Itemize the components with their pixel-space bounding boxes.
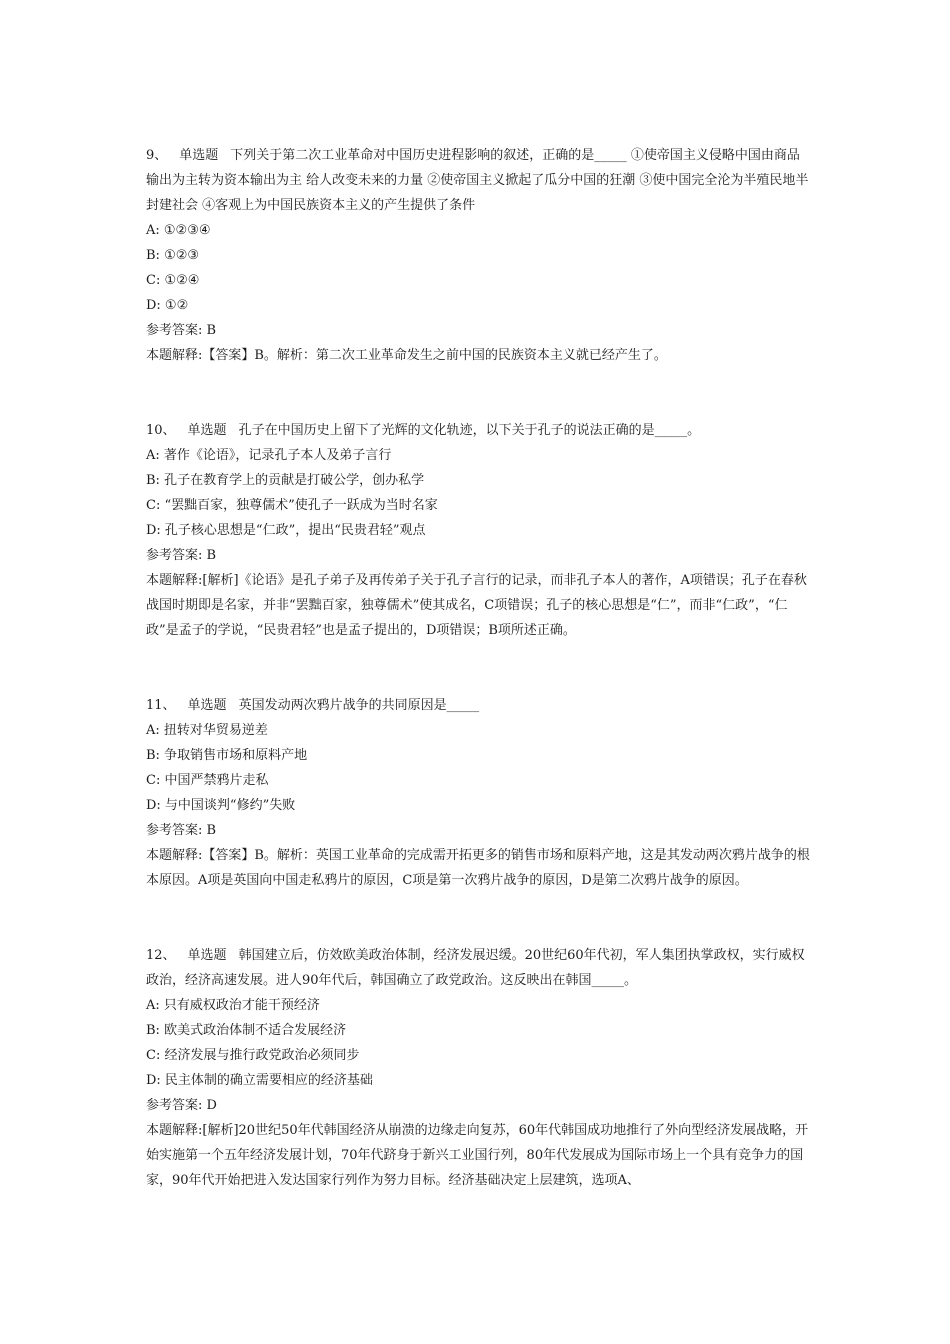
question-10 [146,418,810,643]
explanation: 本题解释:[解析]20世纪50年代韩国经济从崩溃的边缘走向复苏，60年代韩国成功地推行了外向型经济发展战略，开始实施第一个五年经济发展计划，70年代跻身于新兴工业国行列，80年代发展成为国际市场上一个具有竞争力的国家，90年代开始把进入发达国家行列作为努力目标。经济基础决定上层建筑，选项A、 [146,1123,809,1188]
option-d: D: 与中国谈判“修约”失败 [146,798,296,813]
question-number: 12、 [146,948,176,963]
reference-answer: 参考答案: B [146,823,217,838]
reference-answer: 参考答案: B [146,323,217,338]
option-c: C: ①②④ [146,273,200,288]
option-b: B: ①②③ [146,248,200,263]
option-b: B: 争取销售市场和原料产地 [146,748,308,763]
option-a: A: 著作《论语》，记录孔子本人及弟子言行 [146,448,392,463]
question-number: 11、 [146,698,176,713]
option-c: C: 经济发展与推行政党政治必须同步 [146,1048,360,1063]
question-text: 韩国建立后，仿效欧美政治体制，经济发展迟缓。20世纪60年代初，军人集团执掌政权，实行威权政治，经济高速发展。进人90年代后，韩国确立了政党政治。这反映出在韩国_____。 [146,948,805,988]
question-stem [146,418,810,443]
question-type: 单选题 [179,148,219,163]
question-type: 单选题 [187,948,227,963]
option-a: A: ①②③④ [146,223,211,238]
explanation: 本题解释:[解析]《论语》是孔子弟子及再传弟子关于孔子言行的记录，而非孔子本人的著作，A项错误；孔子在春秋战国时期即是名家，并非“罢黜百家，独尊儒术”使其成名，C项错误；孔子的核心思想是“仁”，而非“仁政”，“仁政”是孟子的学说，“民贵君轻”也是孟子提出的，D项错误；B项所述正确。 [146,573,807,638]
question-stem [146,143,810,218]
question-number: 9、 [146,148,168,163]
document-page [146,143,810,1193]
option-c: C: 中国严禁鸦片走私 [146,773,269,788]
question-type: 单选题 [187,698,227,713]
reference-answer: 参考答案: D [146,1098,217,1113]
explanation: 本题解释:【答案】B。解析：第二次工业革命发生之前中国的民族资本主义就已经产生了。 [146,348,667,363]
option-a: A: 扭转对华贸易逆差 [146,723,268,738]
question-11 [146,693,810,893]
question-text: 孔子在中国历史上留下了光辉的文化轨迹，以下关于孔子的说法正确的是_____。 [238,423,701,438]
question-stem [146,693,810,718]
question-9 [146,143,810,368]
option-c: C: “罢黜百家，独尊儒术”使孔子一跃成为当时名家 [146,498,438,513]
question-type: 单选题 [187,423,227,438]
option-d: D: 孔子核心思想是“仁政”，提出“民贵君轻”观点 [146,523,426,538]
question-stem [146,943,810,993]
option-a: A: 只有威权政治才能干预经济 [146,998,320,1013]
option-b: B: 欧美式政治体制不适合发展经济 [146,1023,347,1038]
reference-answer: 参考答案: B [146,548,217,563]
question-text: 英国发动两次鸦片战争的共同原因是_____ [238,698,480,713]
explanation: 本题解释:【答案】B。解析：英国工业革命的完成需开拓更多的销售市场和原料产地，这是其发动两次鸦片战争的根本原因。A项是英国向中国走私鸦片的原因，C项是第一次鸦片战争的原因，D是第二次鸦片战争的原因。 [146,848,810,888]
option-d: D: 民主体制的确立需要相应的经济基础 [146,1073,373,1088]
question-text: 下列关于第二次工业革命对中国历史进程影响的叙述，正确的是_____ ①使帝国主义侵略中国由商品输出为主转为资本输出为主 给人改变未来的力量 ②使帝国主义掀起了瓜分中国的狂潮 ③使中国完全沦为半殖民地半封建社会 ④客观上为中国民族资本主义的产生提供了条件 [146,148,809,213]
option-d: D: ①② [146,298,189,313]
question-number: 10、 [146,423,176,438]
question-12 [146,943,810,1193]
option-b: B: 孔子在教育学上的贡献是打破公学，创办私学 [146,473,425,488]
